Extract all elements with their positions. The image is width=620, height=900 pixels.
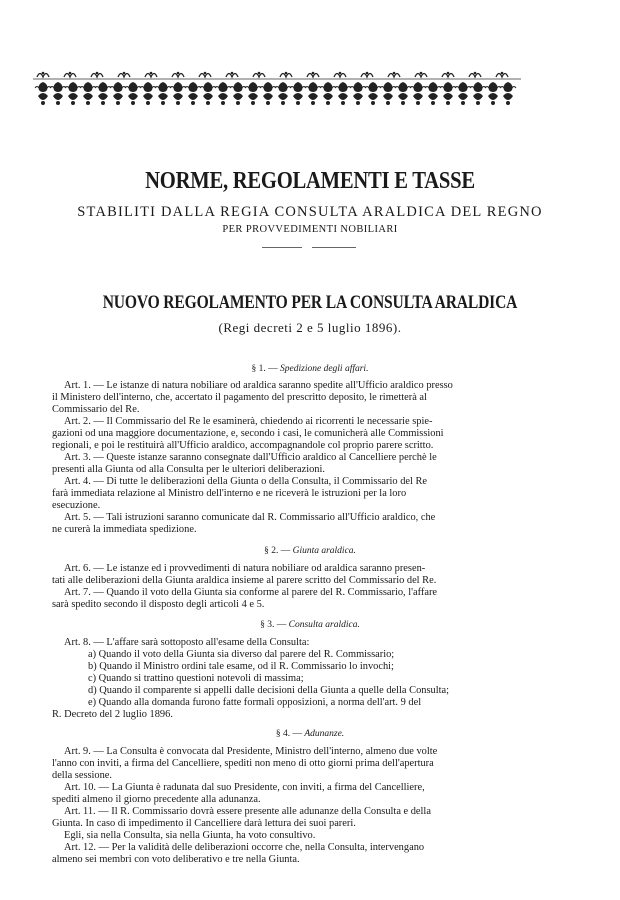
section-heading: [0, 546, 620, 556]
document-subtitle-secondary: PER PROVVEDIMENTI NOBILIARI: [222, 224, 398, 235]
text-line: c) Quando si trattino questioni notevoli di massima;: [88, 673, 304, 684]
section-title: Adunanze.: [304, 729, 345, 739]
text-line: gazioni od una maggiore documentazione, e, secondo i casi, le comunicherà alle Commissioni: [52, 428, 444, 439]
section-heading: [0, 620, 620, 630]
text-line: Art. 12. — Per la validità delle deliberazioni occorre che, nella Consulta, intervengano: [64, 842, 425, 853]
text-line: b) Quando il Ministro ordini tale esame, od il R. Commissario lo invochi;: [88, 661, 394, 672]
text-line: d) Quando il comparente si appelli dalle decisioni della Giunta a quelle della Consulta;: [88, 685, 449, 696]
text-line: presenti alla Giunta od alla Consulta per le ulteriori deliberazioni.: [52, 464, 325, 475]
document-title: NORME, REGOLAMENTI E TASSE: [145, 168, 475, 194]
regulation-heading: NUOVO REGOLAMENTO PER LA CONSULTA ARALDICA: [102, 292, 518, 313]
text-line: tati alle deliberazioni della Giunta araldica insieme al parere scritto del Commissario del Re.: [52, 575, 437, 586]
text-line: Art. 7. — Quando il voto della Giunta sia conforme al parere del R. Commissario, l'affare: [64, 587, 438, 598]
text-line: Commissario del Re.: [52, 404, 140, 415]
text-line: almeno sei membri con voto deliberativo e tre nella Giunta.: [52, 854, 300, 865]
text-line: Art. 6. — Le istanze ed i provvedimenti di natura nobiliare od araldica saranno presen-: [64, 563, 426, 574]
section-title: Consulta araldica.: [288, 620, 360, 630]
text-line: Art. 11. — Il R. Commissario dovrà essere presente alle adunanze della Consulta e della: [64, 806, 431, 817]
text-line: farà immediata relazione al Ministro dell'interno e ne riceverà le istruzioni per la loro: [52, 488, 407, 499]
section-title: Giunta araldica.: [292, 546, 356, 556]
section-heading: [0, 364, 620, 374]
text-line: Art. 1. — Le istanze di natura nobiliare od araldica saranno spedite all'Ufficio araldico presso: [64, 380, 453, 391]
section-number: § 2. —: [264, 546, 291, 556]
text-line: Art. 8. — L'affare sarà sottoposto all'esame della Consulta:: [64, 637, 310, 648]
decorative-ornament-band: [33, 68, 521, 108]
section-title: Spedizione degli affari.: [280, 364, 369, 374]
text-line: Art. 9. — La Consulta è convocata dal Presidente, Ministro dell'interno, almeno due volte: [64, 746, 438, 757]
section-number: § 4. —: [275, 729, 302, 739]
document-subtitle: STABILITI DALLA REGIA CONSULTA ARALDICA DEL REGNO: [77, 204, 543, 220]
text-line: della sessione.: [52, 770, 113, 781]
text-line: spediti almeno il giorno precedente alla adunanza.: [52, 794, 261, 805]
text-line: Giunta. In caso di impedimento il Cancelliere darà lettura dei suoi pareri.: [52, 818, 356, 829]
text-line: a) Quando il voto della Giunta sia diverso dal parere del R. Commissario;: [88, 649, 395, 660]
text-line: Art. 5. — Tali istruzioni saranno comunicate dal R. Commissario all'Ufficio araldico, che: [64, 512, 436, 523]
section-number: § 3. —: [260, 620, 287, 630]
section-heading: [0, 729, 620, 739]
text-line: Egli, sia nella Consulta, sia nella Giunta, ha voto consultivo.: [64, 830, 316, 841]
text-line: il Ministero dell'interno, che, accertato il pagamento del prescritto deposito, le rimetterà al: [52, 392, 427, 403]
divider-rule: [312, 247, 356, 248]
text-line: Art. 4. — Di tutte le deliberazioni della Giunta o della Consulta, il Commissario del Re: [64, 476, 428, 487]
text-line: e) Quando alla domanda furono fatte formali opposizioni, a norma dell'art. 9 del: [88, 697, 422, 708]
text-line: R. Decreto del 2 luglio 1896.: [52, 709, 173, 720]
text-line: ne curerà la immediata spedizione.: [52, 524, 197, 535]
text-line: regionali, e poi le restituirà all'Ufficio araldico, accompagnandole col proprio parere scritto.: [52, 440, 434, 451]
divider-rule: [262, 247, 302, 248]
text-line: Art. 2. — Il Commissario del Re le esaminerà, chiedendo ai ricorrenti le necessarie spie-: [64, 416, 433, 427]
section-number: § 1. —: [251, 364, 278, 374]
text-line: Art. 10. — La Giunta è radunata dal suo Presidente, con inviti, a firma del Cancelliere,: [64, 782, 425, 793]
text-line: l'anno con inviti, a firma del Cancelliere, spediti non meno di otto giorni prima dell'apertura: [52, 758, 434, 769]
text-line: sarà spedito secondo il disposto degli articoli 4 e 5.: [52, 599, 265, 610]
text-line: Art. 3. — Queste istanze saranno consegnate dall'Ufficio araldico al Cancelliere perchè le: [64, 452, 437, 463]
text-line: esecuzione.: [52, 500, 101, 511]
regulation-subheading: (Regi decreti 2 e 5 luglio 1896).: [218, 320, 402, 335]
